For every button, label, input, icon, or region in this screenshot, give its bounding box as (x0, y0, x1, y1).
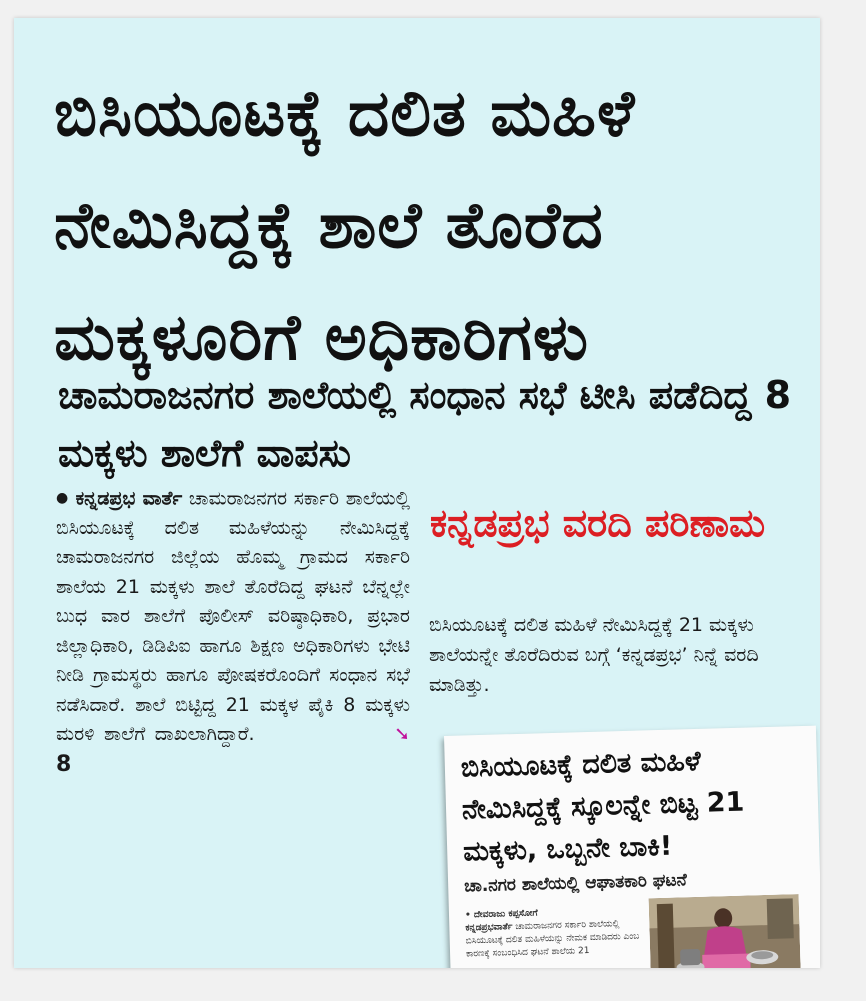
earlier-report-clipping (444, 726, 820, 968)
continued-page-number: 8 (56, 751, 72, 777)
clipping-text: ಸರ್ಕಾರಿ ಶಾಲೆಯಲ್ಲಿ ಬಿಸಿಯೂಟಕ್ಕೆ ದಲಿತ ಮಹಿಳೆಯನ್ನು ನೇಮಕ ಮಾಡಿದರು ಎಂಬ ಕಾರಣಕ್ಕೆ ಸಂಬಂಧಿಸಿದ ಘಟನೆ ಶಾಲೆಯ 21 (465, 919, 640, 960)
continued-arrow-icon: ➘ (394, 723, 410, 746)
clipping-headline: ಬಿಸಿಯೂಟಕ್ಕೆ ದಲಿತ ಮಹಿಳೆ ನೇಮಿಸಿದ್ದಕ್ಕೆ ಸ್ಕೂಲನ್ನೇ ಬಿಟ್ಟ 21 ಮಕ್ಕಳು, ಒಬ್ಬನೇ ಬಾಕಿ! (460, 745, 745, 868)
story-dateline: ಚಾಮರಾಜನಗರ (188, 487, 288, 510)
newspaper-page (14, 18, 820, 968)
story-byline: ಕನ್ನಡಪ್ರಭ ವಾರ್ತೆ (75, 487, 183, 510)
impact-text: ಬಿಸಿಯೂಟಕ್ಕೆ ದಲಿತ ಮಹಿಳೆ ನೇಮಿಸಿದ್ದಕ್ಕೆ 21 ಮಕ್ಕಳು ಶಾಲೆಯನ್ನೇ ತೊರೆದಿರುವ ಬಗ್ಗೆ ‘ಕನ್ನಡಪ್ರಭ’ ನಿನ್ನೆ ವರದಿ ಮಾಡಿತ್ತು. (429, 614, 759, 696)
clipping-byline: ಕನ್ನಡಪ್ರಭವಾರ್ತೆ (465, 922, 513, 934)
clipping-reporter: • ದೇವರಾಜು ಕಪ್ಪಸೋಗೆ (464, 908, 538, 921)
clipping-subheadline: ಚಾ.ನಗರ ಶಾಲೆಯಲ್ಲಿ ಆಘಾತಕಾರಿ ಘಟನೆ (463, 870, 688, 897)
kitchen-photo-image (649, 894, 801, 968)
story-body (56, 484, 410, 780)
story-text: ಸರ್ಕಾರಿ ಶಾಲೆಯಲ್ಲಿ ಬಿಸಿಯೂಟಕ್ಕೆ ದಲಿತ ಮಹಿಳೆಯನ್ನು ನೇಮಿಸಿದ್ದಕ್ಕೆ ಚಾಮರಾಜನಗರ ಜಿಲ್ಲೆಯ ಹೊಮ್ಮ ಗ್ರಾಮದ ಸರ್ಕಾರಿ ಶಾಲೆಯ 21 ಮಕ್ಕಳು ಶಾಲೆ ತೊರೆದಿದ್ದ ಘಟನೆ ಬೆನ್ನಲ್ಲೇ ಬುಧ ವಾರ ಶಾಲೆಗೆ ಪೊಲೀಸ್ ವರಿಷ್ಠಾಧಿಕಾರಿ, ಪ್ರಭಾರ ಜಿಲ್ಲಾಧಿಕಾರಿ, ಡಿಡಿಪಿಐ ಹಾಗೂ ಶಿಕ್ಷಣ ಅಧಿಕಾರಿಗಳು ಭೇಟಿ ನೀಡಿ ಗ್ರಾಮಸ್ಥರು ಹಾಗೂ ಪೋಷಕರೊಂದಿಗೆ ಸಂಧಾನ ಸಭೆ ನಡೆಸಿದಾರೆ. ಶಾಲೆ ಬಿಟ್ಟಿದ್ದ 21 ಮಕ್ಕಳ ಪೈಕಿ 8 ಮಕ್ಕಳು ಮರಳಿ ಶಾಲೆಗೆ ದಾಖಲಾಗಿದ್ದಾರೆ. (56, 487, 411, 746)
bullet-icon: ● (56, 490, 69, 506)
impact-label: ಕನ್ನಡಪ್ರಭ ವರದಿ ಪರಿಣಾಮ (430, 501, 766, 545)
headline: ಬಿಸಿಯೂಟಕ್ಕೆ ದಲಿತ ಮಹಿಳೆ ನೇಮಿಸಿದ್ದಕ್ಕೆ ಶಾಲೆ ತೊರೆದ ಮಕ್ಕಳೂರಿಗೆ ಅಧಿಕಾರಿಗಳು (54, 77, 636, 375)
clipping-dateline: ಚಾಮರಾಜನಗರ (515, 920, 562, 933)
subheadline: ಚಾಮರಾಜನಗರ ಶಾಲೆಯಲ್ಲಿ ಸಂಧಾನ ಸಭೆ ಟೀಸಿ ಪಡೆದಿದ್ದ 8 ಮಕ್ಕಳು ಶಾಲೆಗೆ ವಾಪಸು (58, 373, 792, 475)
clipping-body (465, 905, 642, 962)
clipping-photo (649, 894, 801, 968)
